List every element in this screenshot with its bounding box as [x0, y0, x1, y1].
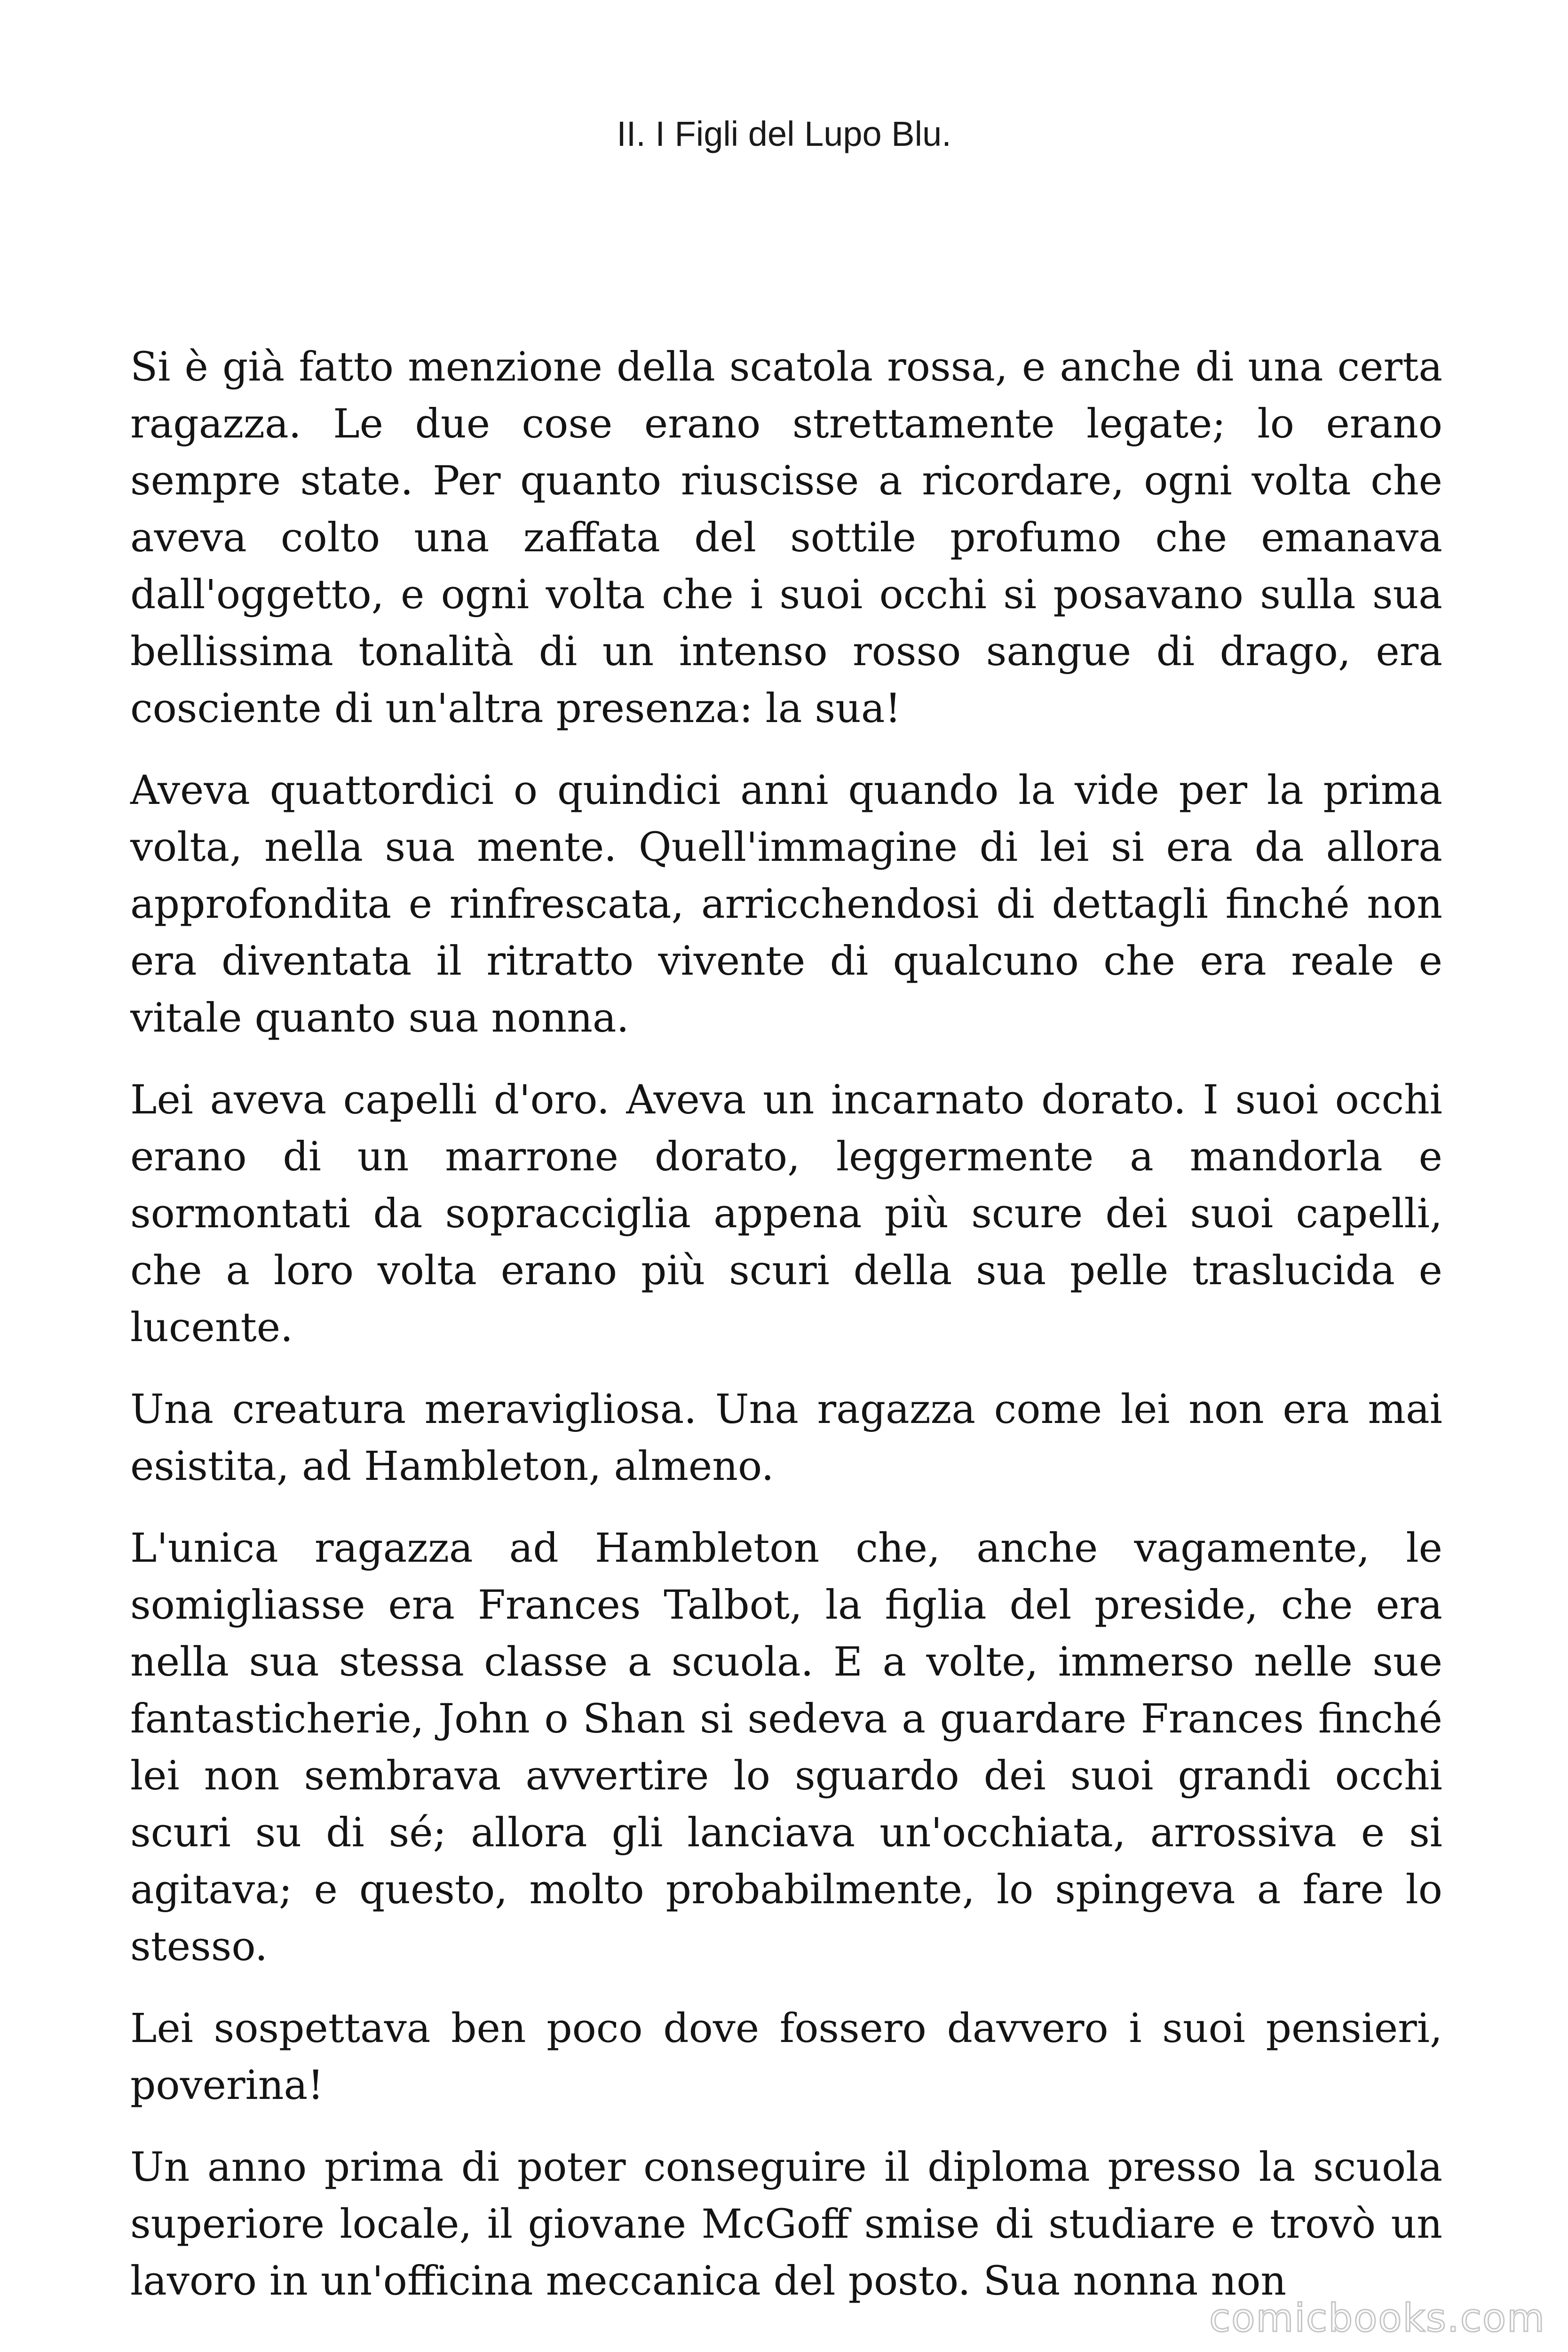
- paragraph: Lei sospettava ben poco dove fossero davvero i suoi pensieri, poverina!: [130, 2005, 1442, 2109]
- paragraph: Aveva quattordici o quindici anni quando la vide per la prima volta, nella sua mente. Quell'immagine di lei si era da allora approfondita e rinfrescata, arricchendosi di dettagli finché non era diventata il ritratto vivente di qualcuno che era reale e vitale quanto sua nonna.: [130, 767, 1442, 1041]
- paragraph: L'unica ragazza ad Hambleton che, anche vagamente, le somigliasse era Frances Talbot, la figlia del preside, che era nella sua stessa classe a scuola. E a volte, immerso nelle sue fantasticherie, John o Shan si sedeva a guardare Frances finché lei non sembrava avvertire lo sguardo dei suoi grandi occhi scuri su di sé; allora gli lanciava un'occhiata, arrossiva e si agitava; e questo, molto probabilmente, lo spingeva a fare lo stesso.: [130, 1525, 1442, 1970]
- paragraph: Si è già fatto menzione della scatola rossa, e anche di una certa ragazza. Le due cose erano strettamente legate; lo erano sempre state. Per quanto riuscisse a ricordare, ogni volta che aveva colto una zaffata del sottile profumo che emanava dall'oggetto, e ogni volta che i suoi occhi si posavano sulla sua bellissima tonalità di un intenso rosso sangue di drago, era cosciente di un'altra presenza: la sua!: [130, 344, 1442, 732]
- running-header: II. I Figli del Lupo Blu.: [617, 114, 951, 153]
- paragraph: Un anno prima di poter conseguire il diploma presso la scuola superiore locale, il giovane McGoff smise di studiare e trovò un lavoro in un'officina meccanica del posto. Sua nonna non: [130, 2144, 1442, 2304]
- body-text: [130, 339, 1442, 2335]
- paragraph: Lei aveva capelli d'oro. Aveva un incarnato dorato. I suoi occhi erano di un marrone dorato, leggermente a mandorla e sormontati da sopracciglia appena più scure dei suoi capelli, che a loro volta erano più scuri della sua pelle traslucida e lucente.: [130, 1077, 1442, 1351]
- paragraph: Una creatura meravigliosa. Una ragazza come lei non era mai esistita, ad Hambleton, almeno.: [130, 1386, 1442, 1490]
- watermark-logo: comicbooks.com: [1209, 2296, 1545, 2341]
